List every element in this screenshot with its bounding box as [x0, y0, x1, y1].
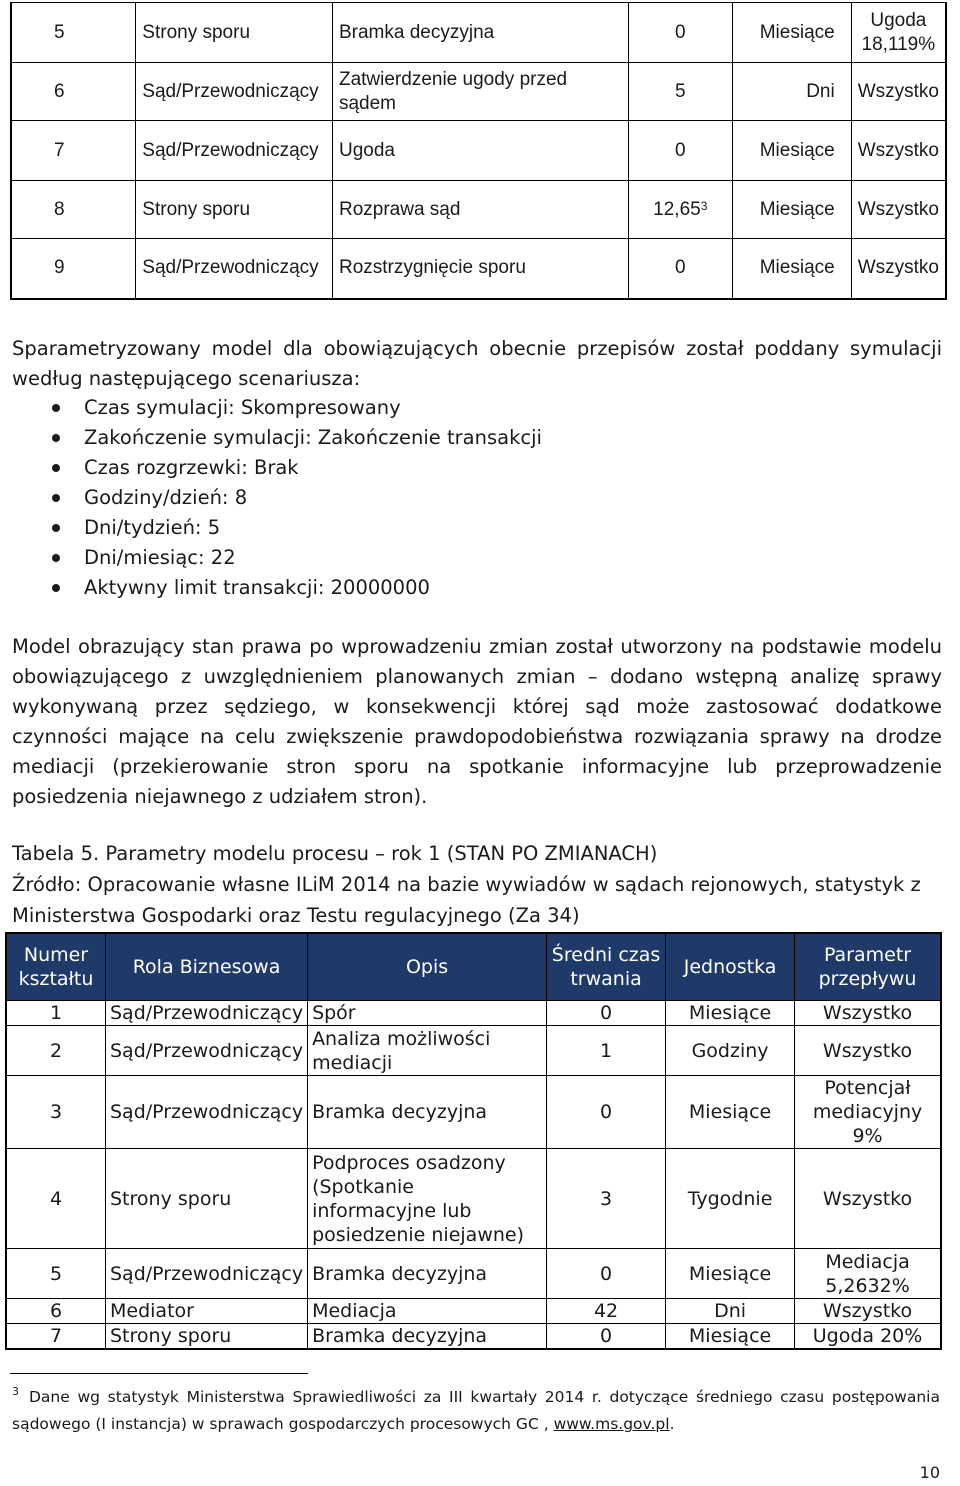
cell-desc: Bramka decyzyjna [332, 3, 628, 63]
table-row [6, 1076, 941, 1149]
list-item [12, 543, 932, 573]
cell-num: 5 [6, 1249, 106, 1299]
cell-role: Strony sporu [136, 3, 333, 63]
list-item [12, 393, 932, 423]
table-row [6, 1299, 941, 1324]
footnote-link[interactable]: www.ms.gov.pl [553, 1415, 670, 1433]
cell-param: Potencjał mediacyjny 9% [795, 1076, 941, 1149]
cell-param: Mediacja 5,2632% [795, 1249, 941, 1299]
table-row [11, 3, 946, 63]
cell-param: Wszystko [795, 1026, 941, 1076]
header-param: Parametr przepływu [795, 933, 941, 1001]
table-row [11, 239, 946, 299]
cell-time: 42 [547, 1299, 666, 1324]
cell-num: 4 [6, 1149, 106, 1249]
cell-role: Sąd/Przewodniczący [136, 121, 333, 181]
cell-desc: Bramka decyzyjna [308, 1249, 547, 1299]
list-item [12, 453, 932, 483]
cell-num: 7 [11, 121, 136, 181]
table-header-row [6, 933, 941, 1001]
header-num: Numer kształtu [6, 933, 106, 1001]
cell-time: 0 [547, 1249, 666, 1299]
footnote-marker: 3 [12, 1385, 19, 1398]
list-item-text: Czas rozgrzewki: Brak [84, 456, 299, 479]
cell-num: 1 [6, 1001, 106, 1026]
header-role: Rola Biznesowa [106, 933, 308, 1001]
cell-value: 5 [629, 63, 732, 121]
bullet-icon [52, 434, 60, 442]
intro-paragraph: Sparametryzowany model dla obowiązujących obecnie przepisów został poddany symulacji według następującego scenariusza: [12, 337, 942, 390]
list-item-text: Aktywny limit transakcji: 20000000 [84, 576, 430, 599]
cell-desc: Ugoda [332, 121, 628, 181]
list-item-text: Dni/tydzień: 5 [84, 516, 221, 539]
cell-unit: Dni [666, 1299, 795, 1324]
header-desc: Opis [308, 933, 547, 1001]
table-row [6, 1149, 941, 1249]
bullet-icon [52, 524, 60, 532]
list-item [12, 573, 932, 603]
cell-value [629, 181, 732, 239]
cell-param: Wszystko [851, 239, 946, 299]
cell-desc: Analiza możliwości mediacji [308, 1026, 547, 1076]
cell-param: Wszystko [795, 1299, 941, 1324]
footnote [12, 1384, 940, 1438]
table-row [6, 1001, 941, 1026]
cell-param: Wszystko [851, 181, 946, 239]
cell-desc: Spór [308, 1001, 547, 1026]
cell-unit: Miesiące [666, 1249, 795, 1299]
cell-param: Wszystko [795, 1001, 941, 1026]
cell-role: Strony sporu [106, 1149, 308, 1249]
model-paragraph: Model obrazujący stan prawa po wprowadzeniu zmian został utworzony na podstawie modelu obowiązującego z uwzględnieniem planowanych zmian – dodano wstępną analizę sprawy wykonywaną przez sędziego, w konsekwencji której sąd może zastosować dodatkowe czynności mające na celu zwiększenie prawdopodobieństwa rozwiązania sprawy na drodze mediacji (przekierowanie stron sporu na spotkanie informacyjne lub przeprowadzenie posiedzenia niejawnego z udziałem stron). [12, 635, 942, 808]
cell-role: Strony sporu [136, 181, 333, 239]
cell-desc: Podproces osadzony (Spotkanie informacyjne lub posiedzenie niejawne) [308, 1149, 547, 1249]
cell-unit: Miesiące [666, 1324, 795, 1350]
footnote-ref: 3 [700, 198, 708, 213]
cell-param: Ugoda 20% [795, 1324, 941, 1350]
table-row [11, 63, 946, 121]
bullet-icon [52, 554, 60, 562]
cell-role: Mediator [106, 1299, 308, 1324]
list-item [12, 483, 932, 513]
footnote-tail: . [669, 1415, 675, 1433]
table-row [6, 1324, 941, 1350]
table-5 [5, 932, 942, 1350]
table-source: Źródło: Opracowanie własne ILiM 2014 na bazie wywiadów w sądach rejonowych, statystyk z Ministerstwa Gospodarki oraz Testu regulacyjnego (Za 34) [12, 873, 921, 927]
cell-desc: Bramka decyzyjna [308, 1076, 547, 1149]
list-item-text: Dni/miesiąc: 22 [84, 546, 236, 569]
cell-time: 0 [547, 1324, 666, 1350]
list-item-text: Godziny/dzień: 8 [84, 486, 248, 509]
cell-role: Strony sporu [106, 1324, 308, 1350]
cell-num: 6 [11, 63, 136, 121]
cell-num: 6 [6, 1299, 106, 1324]
footnote-text: Dane wg statystyk Ministerstwa Sprawiedliwości za III kwartały 2014 r. dotyczące średniego czasu postępowania sądowego (I instancja) w sprawach gospodarczych procesowych GC , [12, 1388, 940, 1433]
list-item [12, 423, 932, 453]
cell-time: 3 [547, 1149, 666, 1249]
cell-unit: Godziny [666, 1026, 795, 1076]
cell-time: 0 [547, 1001, 666, 1026]
cell-unit: Miesiące [732, 121, 851, 181]
cell-value: 0 [629, 3, 732, 63]
table-row [11, 121, 946, 181]
table-caption: Tabela 5. Parametry modelu procesu – rok 1 (STAN PO ZMIANACH) [12, 842, 658, 865]
cell-num: 8 [11, 181, 136, 239]
header-time: Średni czas trwania [547, 933, 666, 1001]
value-text: 12,65 [653, 198, 701, 220]
page-number: 10 [919, 1463, 940, 1482]
cell-value: 0 [629, 239, 732, 299]
cell-unit: Miesiące [732, 239, 851, 299]
cell-unit: Tygodnie [666, 1149, 795, 1249]
cell-num: 3 [6, 1076, 106, 1149]
cell-unit: Miesiące [666, 1001, 795, 1026]
bullet-icon [52, 464, 60, 472]
cell-param: Ugoda 18,119% [851, 3, 946, 63]
cell-desc: Mediacja [308, 1299, 547, 1324]
bullet-icon [52, 404, 60, 412]
cell-param: Wszystko [851, 63, 946, 121]
cell-num: 5 [11, 3, 136, 63]
cell-desc: Bramka decyzyjna [308, 1324, 547, 1350]
cell-num: 9 [11, 239, 136, 299]
header-unit: Jednostka [666, 933, 795, 1001]
cell-unit: Miesiące [732, 3, 851, 63]
bullet-icon [52, 494, 60, 502]
table-row [11, 181, 946, 239]
bullet-icon [52, 584, 60, 592]
cell-role: Sąd/Przewodniczący [136, 239, 333, 299]
cell-role: Sąd/Przewodniczący [106, 1001, 308, 1026]
cell-desc: Zatwierdzenie ugody przed sądem [332, 63, 628, 121]
cell-unit: Miesiące [666, 1076, 795, 1149]
table-row [6, 1249, 941, 1299]
cell-time: 1 [547, 1026, 666, 1076]
cell-value: 0 [629, 121, 732, 181]
cell-time: 0 [547, 1076, 666, 1149]
cell-param: Wszystko [851, 121, 946, 181]
cell-desc: Rozstrzygnięcie sporu [332, 239, 628, 299]
cell-param: Wszystko [795, 1149, 941, 1249]
scenario-list [12, 393, 932, 603]
list-item-text: Czas symulacji: Skompresowany [84, 396, 401, 419]
table-row [6, 1026, 941, 1076]
cell-desc: Rozprawa sąd [332, 181, 628, 239]
footnote-divider [10, 1373, 308, 1374]
cell-unit: Miesiące [732, 181, 851, 239]
cell-role: Sąd/Przewodniczący [106, 1076, 308, 1149]
cell-num: 7 [6, 1324, 106, 1350]
cell-role: Sąd/Przewodniczący [106, 1026, 308, 1076]
cell-num: 2 [6, 1026, 106, 1076]
list-item-text: Zakończenie symulacji: Zakończenie transakcji [84, 426, 542, 449]
list-item [12, 513, 932, 543]
process-table-before [10, 2, 947, 300]
cell-role: Sąd/Przewodniczący [106, 1249, 308, 1299]
cell-unit: Dni [732, 63, 851, 121]
cell-role: Sąd/Przewodniczący [136, 63, 333, 121]
